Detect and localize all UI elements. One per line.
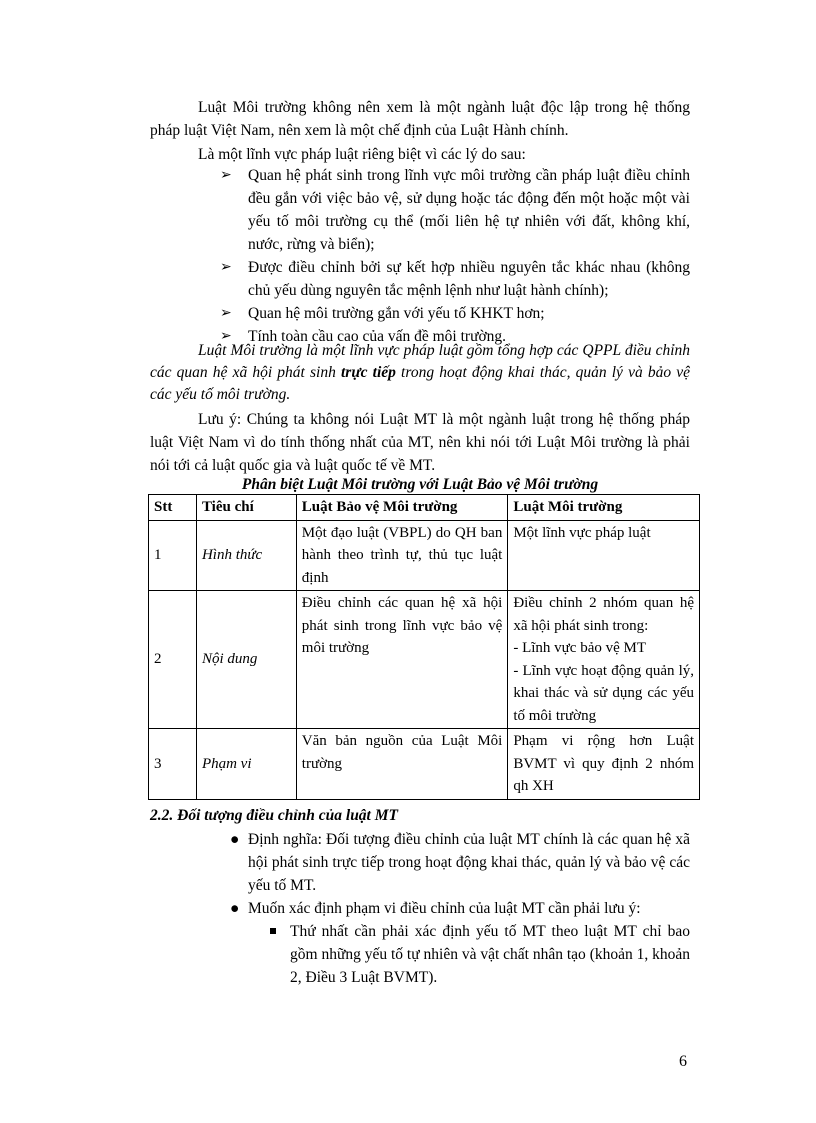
cell-bvmt: Văn bản nguồn của Luật Môi trường — [296, 729, 508, 800]
arrow-bullet-icon: ➢ — [220, 260, 232, 275]
sub-bullet-list — [270, 920, 690, 989]
column-header-stt: Stt — [149, 495, 197, 521]
list-item: ● Muốn xác định phạm vi điều chỉnh của luật MT cần phải lưu ý: Thứ nhất cần phải xác định yếu tố MT theo luật MT chỉ bao gồm những yếu tố tự nhiên và vật chất nhân tạo (khoản 1, khoản 2, Điều 3 Luật BVMT). — [230, 897, 690, 989]
section-heading: 2.2. Đối tượng điều chỉnh của luật MT — [150, 807, 398, 824]
cell-stt: 1 — [149, 520, 197, 591]
arrow-bullet-icon: ➢ — [220, 306, 232, 321]
cell-lmt: Một lĩnh vực pháp luật — [508, 520, 700, 591]
cell-lmt: Điều chỉnh 2 nhóm quan hệ xã hội phát sinh trong: - Lĩnh vực bảo vệ MT - Lĩnh vực hoạt động quản lý, khai thác và sử dụng các yếu tố môi trường — [508, 591, 700, 729]
intro-paragraph-1: Luật Môi trường không nên xem là một ngành luật độc lập trong hệ thống pháp luật Việt Nam, nên xem là một chế định của Luật Hành chính. — [150, 99, 690, 139]
list-item: ➢ Quan hệ phát sinh trong lĩnh vực môi trường cần pháp luật điều chỉnh đều gắn với việc bảo vệ, sử dụng hoặc tác động đến một hoặc một vài yếu tố môi trường cụ thể (mối liên hệ tự nhiên với đất, không khí, nước, rừng và biển); — [220, 164, 690, 256]
definition-paragraph: Luật Môi trường là một lĩnh vực pháp luật gồm tổng hợp các QPPL điều chỉnh các quan hệ xã hội phát sinh trực tiếp trong hoạt động khai thác, quản lý và bảo vệ các yếu tố môi trường. — [150, 342, 690, 403]
reasons-list — [220, 164, 690, 348]
list-item: ● Định nghĩa: Đối tượng điều chỉnh của luật MT chính là các quan hệ xã hội phát sinh trực tiếp trong hoạt động khai thác, quản lý và bảo vệ các yếu tố MT. — [230, 828, 690, 897]
table-header-row — [149, 495, 700, 521]
table-row — [149, 729, 700, 800]
list-item: Thứ nhất cần phải xác định yếu tố MT theo luật MT chỉ bao gồm những yếu tố tự nhiên và vật chất nhân tạo (khoản 1, khoản 2, Điều 3 Luật BVMT). — [270, 920, 690, 989]
table-row — [149, 520, 700, 591]
intro-paragraph-2: Là một lĩnh vực pháp luật riêng biệt vì các lý do sau: — [198, 146, 526, 163]
note-paragraph: Lưu ý: Chúng ta không nói Luật MT là một ngành luật trong hệ thống pháp luật Việt Nam vì do tính thống nhất của MT, nên khi nói tới Luật Môi trường là phải nói tới cả luật quốc gia và luật quốc tế về MT. — [150, 411, 690, 474]
list-item: ➢ Quan hệ môi trường gắn với yếu tố KHKT hơn; — [220, 302, 690, 325]
table-row — [149, 591, 700, 729]
page-number: 6 — [679, 1053, 687, 1070]
square-bullet-icon — [270, 928, 276, 934]
column-header-bvmt: Luật Bảo vệ Môi trường — [296, 495, 508, 521]
comparison-table — [148, 494, 700, 800]
arrow-bullet-icon: ➢ — [220, 329, 232, 344]
cell-criterion: Phạm vi — [196, 729, 296, 800]
cell-bvmt: Điều chỉnh các quan hệ xã hội phát sinh trong lĩnh vực bảo vệ môi trường — [296, 591, 508, 729]
cell-stt: 3 — [149, 729, 197, 800]
arrow-bullet-icon: ➢ — [220, 168, 232, 183]
cell-criterion: Hình thức — [196, 520, 296, 591]
cell-criterion: Nội dung — [196, 591, 296, 729]
table-caption: Phân biệt Luật Môi trường với Luật Bảo vệ Môi trường — [241, 476, 599, 493]
cell-bvmt: Một đạo luật (VBPL) do QH ban hành theo trình tự, thủ tục luật định — [296, 520, 508, 591]
section-bullet-list — [230, 828, 690, 989]
list-item: ➢ Tính toàn cầu cao của vấn đề môi trường. — [220, 325, 690, 348]
dot-bullet-icon: ● — [230, 900, 240, 917]
list-item: ➢ Được điều chỉnh bởi sự kết hợp nhiều nguyên tắc khác nhau (không chủ yếu dùng nguyên tắc mệnh lệnh như luật hành chính); — [220, 256, 690, 302]
cell-lmt: Phạm vi rộng hơn Luật BVMT vì quy định 2 nhóm qh XH — [508, 729, 700, 800]
dot-bullet-icon: ● — [230, 831, 240, 848]
emphasis-bold: trực tiếp — [341, 364, 396, 381]
column-header-lmt: Luật Môi trường — [508, 495, 700, 521]
column-header-criterion: Tiêu chí — [196, 495, 296, 521]
cell-stt: 2 — [149, 591, 197, 729]
